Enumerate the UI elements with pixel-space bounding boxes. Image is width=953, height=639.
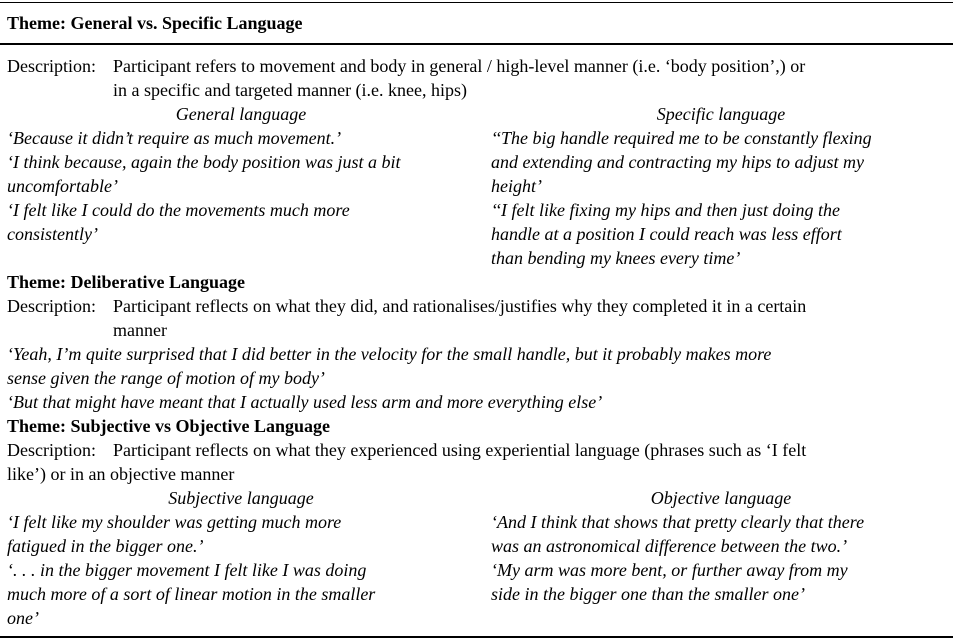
description-text: like’) or in an objective manner: [7, 464, 235, 484]
quote-line: than bending my knees every time’: [491, 248, 741, 268]
quote-line: ‘‘I felt like fixing my hips and then just doing the: [491, 200, 840, 220]
column-heading-specific: Specific language: [656, 104, 786, 124]
column-heading-objective: Objective language: [650, 488, 792, 508]
table-header-rule: [0, 43, 953, 45]
description-text: Participant refers to movement and body in general / high-level manner (i.e. ‘body position’,) or: [113, 56, 806, 76]
description-label: Description:: [7, 296, 96, 316]
quote-line: height’: [491, 176, 542, 196]
theme-heading-subjective-objective: Theme: Subjective vs Objective Language: [7, 416, 330, 436]
quote-line: fatigued in the bigger one.’: [7, 536, 204, 556]
quote-line: uncomfortable’: [7, 176, 118, 196]
quote-line: ‘My arm was more bent, or further away from my: [491, 560, 848, 580]
table-top-rule: [0, 2, 953, 3]
quote-line: ‘. . . in the bigger movement I felt like I was doing: [7, 560, 367, 580]
column-heading-general: General language: [175, 104, 307, 124]
quote-line: handle at a position I could reach was less effort: [491, 224, 842, 244]
description-text: Participant reflects on what they did, and rationalises/justifies why they completed it in a certain: [113, 296, 807, 316]
theme-heading-general-specific: Theme: General vs. Specific Language: [7, 13, 303, 33]
description-label: Description:: [7, 440, 96, 460]
quote-line: side in the bigger one than the smaller one’: [491, 584, 805, 604]
quote-line: ‘‘The big handle required me to be constantly flexing: [491, 128, 872, 148]
quote-line: ‘Because it didn’t require as much movement.’: [7, 128, 342, 148]
quote-line: ‘And I think that shows that pretty clearly that there: [491, 512, 865, 532]
quote-line: ‘I felt like my shoulder was getting much more: [7, 512, 342, 532]
column-heading-subjective: Subjective language: [168, 488, 314, 508]
quote-line: was an astronomical difference between the two.’: [491, 536, 848, 556]
description-text: Participant reflects on what they experienced using experiential language (phrases such as ‘I felt: [113, 440, 807, 460]
quote-line: and extending and contracting my hips to adjust my: [491, 152, 864, 172]
table-bottom-rule: [0, 636, 953, 638]
theme-heading-deliberative: Theme: Deliberative Language: [7, 272, 245, 292]
description-label: Description:: [7, 56, 96, 76]
quote-line: sense given the range of motion of my body’: [7, 368, 325, 388]
quote-line: ‘Yeah, I’m quite surprised that I did better in the velocity for the small handle, but it probably makes more: [7, 344, 772, 364]
quote-line: one’: [7, 608, 39, 628]
quote-line: ‘I felt like I could do the movements much more: [7, 200, 350, 220]
quote-line: ‘But that might have meant that I actually used less arm and more everything else’: [7, 392, 603, 412]
description-text: manner: [113, 320, 167, 340]
quote-line: ‘I think because, again the body position was just a bit: [7, 152, 401, 172]
description-text: in a specific and targeted manner (i.e. knee, hips): [113, 80, 468, 100]
quote-line: consistently’: [7, 224, 98, 244]
quote-line: much more of a sort of linear motion in the smaller: [7, 584, 376, 604]
